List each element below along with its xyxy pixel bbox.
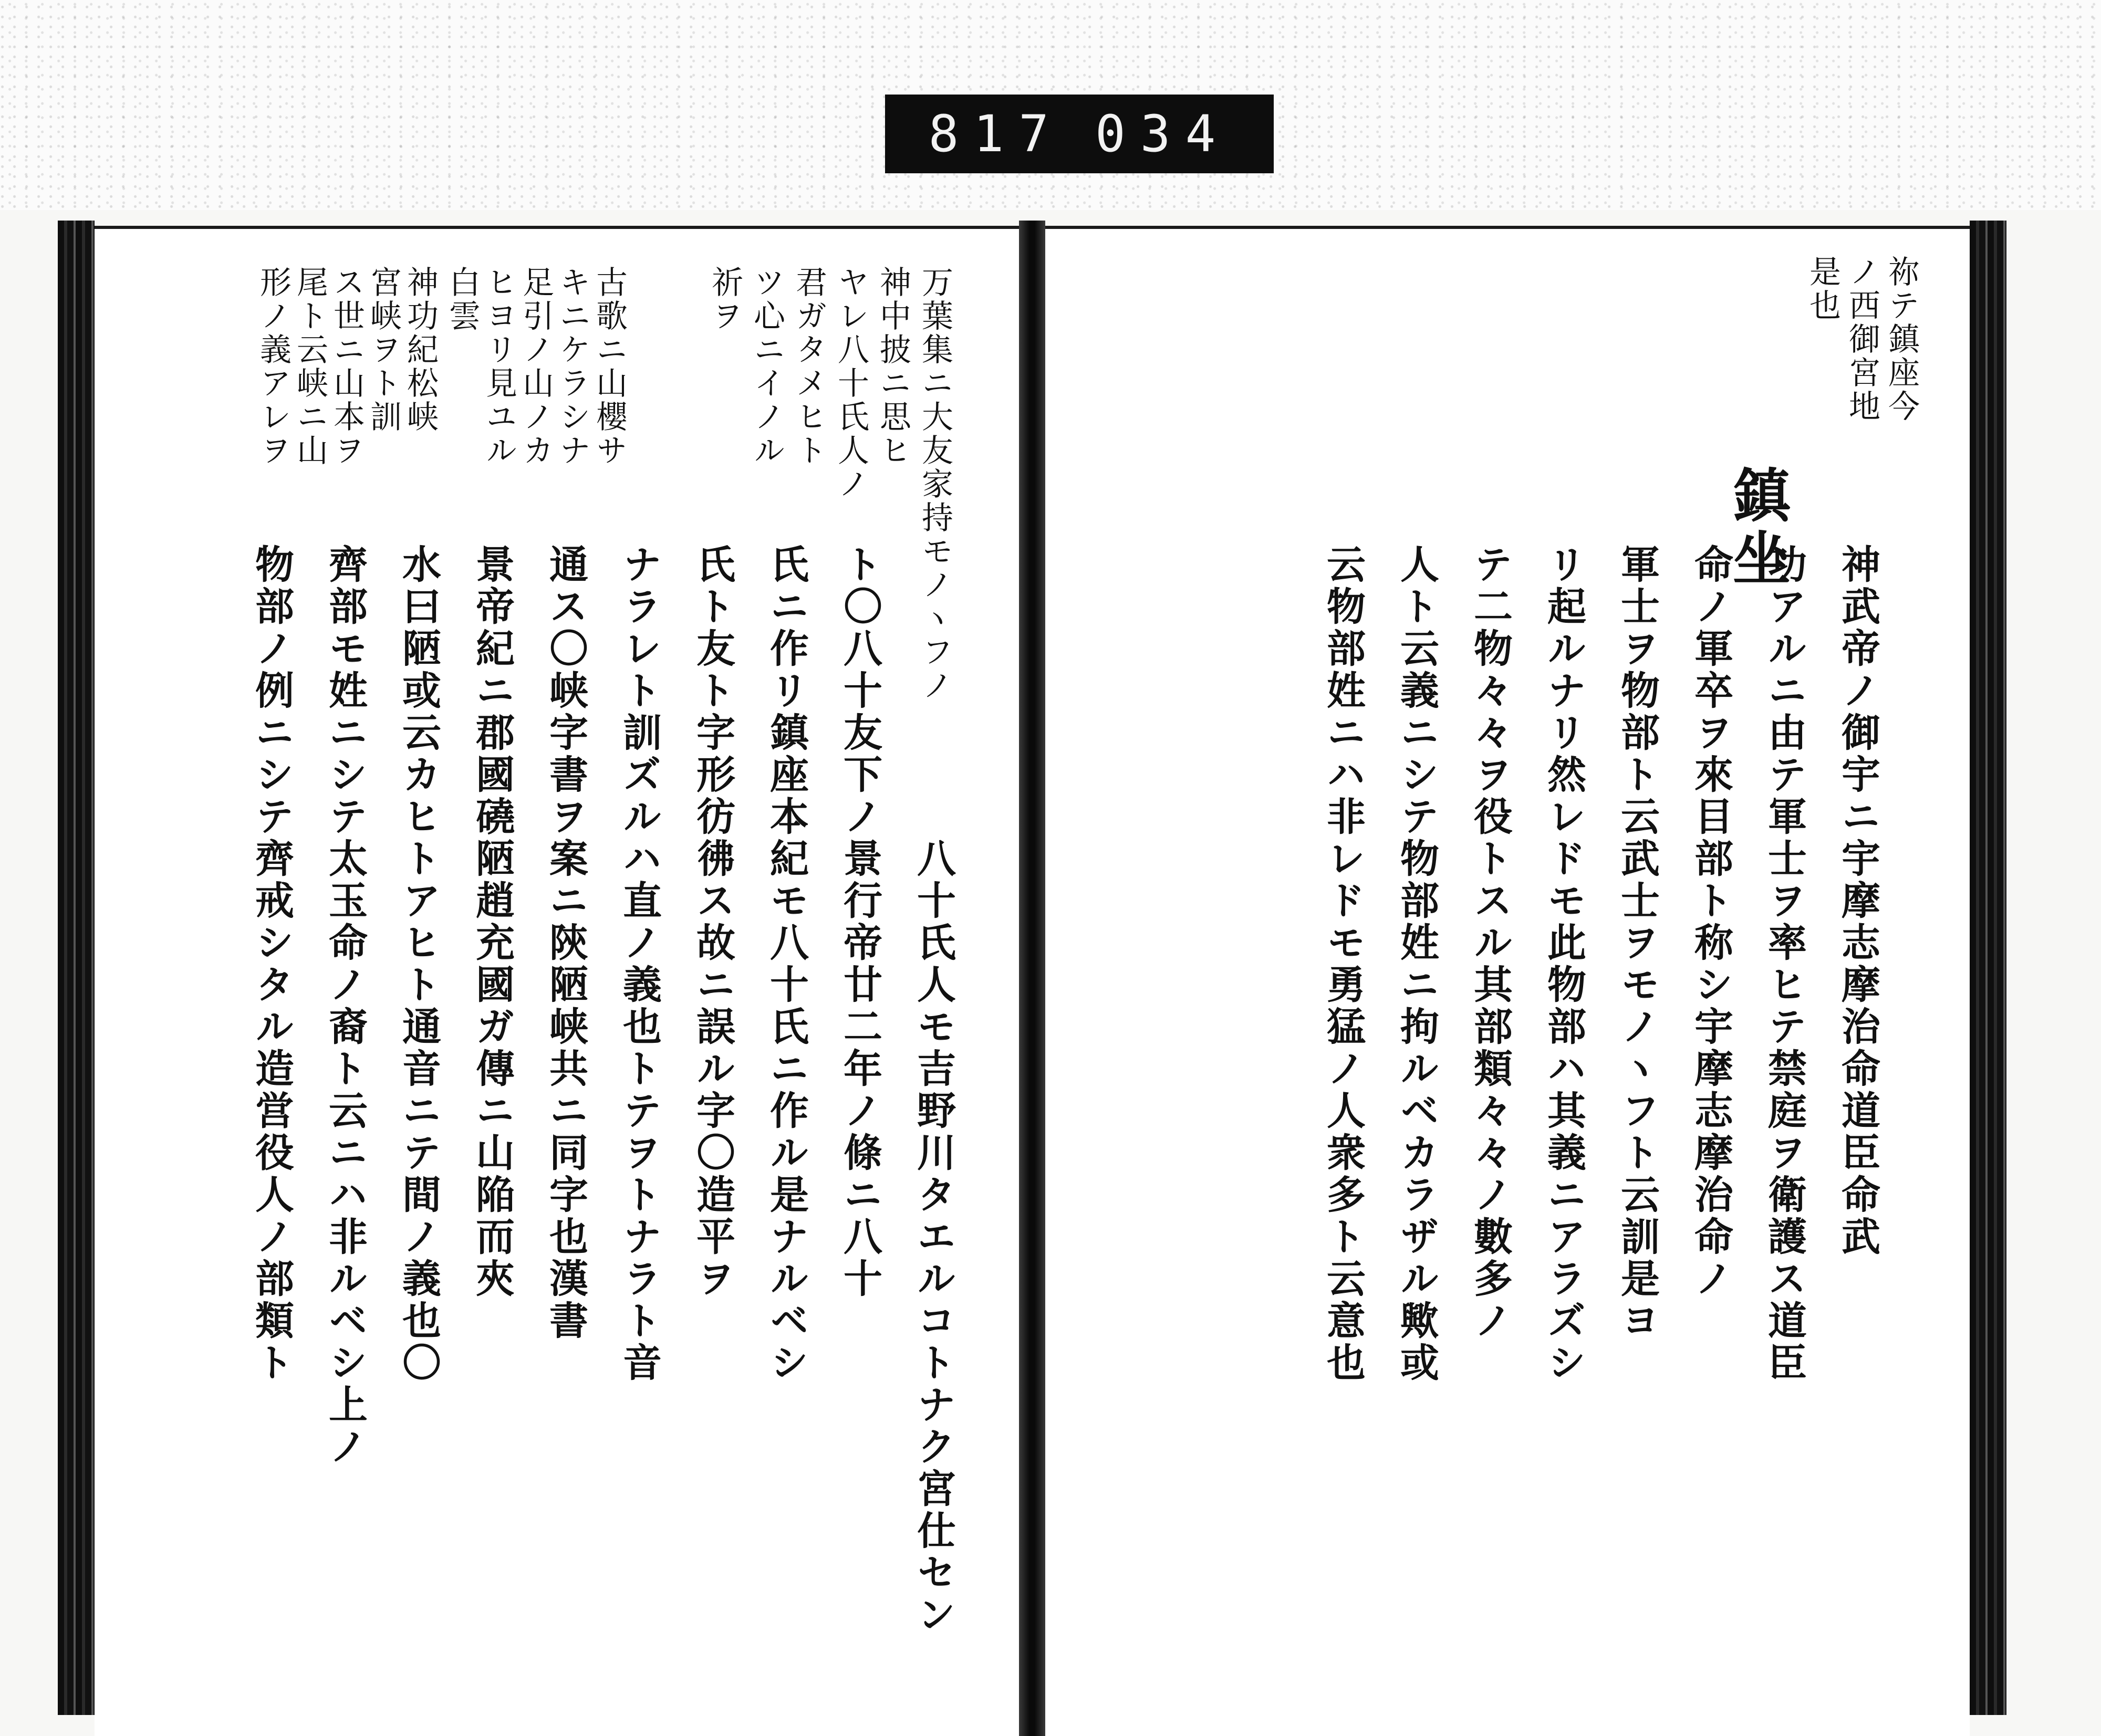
book-gutter	[1019, 221, 1045, 1736]
header-note-column: 是也	[1804, 255, 1841, 322]
note-column: キニケラシナ	[554, 266, 591, 467]
text-column: 景帝紀ニ郡國磽陋趙充國ガ傳ニ山陥而夾	[470, 544, 515, 1300]
note-column: ヒヨリ見ユル	[481, 266, 517, 467]
text-column: 水曰陋或云カヒトアヒト通音ニテ間ノ義也〇	[396, 544, 441, 1384]
left-page	[95, 226, 1019, 1736]
section-title: 鎮坐	[1723, 465, 1791, 591]
book-left-edge	[58, 221, 95, 1715]
text-column: ナラレト訓ズルハ直ノ義也トテヲトナラト音	[617, 544, 662, 1384]
text-column: 神武帝ノ御宇ニ宇摩志摩治命道臣命武	[1835, 544, 1880, 1258]
frame-number-label	[885, 95, 1274, 173]
note-column: 祈ヲ	[706, 266, 743, 333]
text-column: 氏ニ作リ鎮座本紀モ八十氏ニ作ル是ナルベシ	[764, 544, 809, 1384]
note-column: ス世ニ山本ヲ	[328, 266, 365, 467]
text-column: 人ト云義ニシテ物部姓ニ拘ルベカラザル歟或	[1394, 544, 1439, 1384]
note-column: 足引ノ山ノカ	[517, 266, 554, 467]
text-column: 八十氏人モ吉野川タエルコトナク宮仕セン	[911, 838, 956, 1636]
right-page	[1045, 226, 1970, 1736]
text-column: テ二物々々ヲ役トスル其部類々々ノ數多ノ	[1468, 544, 1513, 1342]
book	[58, 200, 2006, 1736]
note-column: 君ガタメヒト	[791, 266, 827, 467]
header-note-column: 祢テ鎮座今	[1883, 255, 1920, 423]
text-column: 齊部モ姓ニシテ太玉命ノ裔ト云ニハ非ルベシ上ノ	[323, 544, 368, 1468]
text-column: ト〇八十友下ノ景行帝廿二年ノ條ニ八十	[837, 544, 882, 1300]
note-column: 神功紀松峡	[402, 266, 439, 434]
text-column: 功アルニ由テ軍士ヲ率ヒテ禁庭ヲ衛護ス道臣	[1762, 544, 1807, 1384]
text-column: リ起ルナリ然レドモ此物部ハ其義ニアラズシ	[1541, 544, 1586, 1384]
note-column: 形ノ義アレヲ	[255, 266, 292, 467]
note-column: 白雲	[444, 266, 481, 333]
text-column: 命ノ軍卒ヲ來目部ト称シ宇摩志摩治命ノ	[1688, 544, 1733, 1300]
text-column: 軍士ヲ物部ト云武士ヲモノヽフト云訓是ヨ	[1615, 544, 1660, 1342]
note-column: ツ心ニイノル	[748, 266, 785, 467]
text-column: 云物部姓ニハ非レドモ勇猛ノ人衆多ト云意也	[1320, 544, 1366, 1384]
text-column: 物部ノ例ニシテ齊戒シタル造営役人ノ部類ト	[249, 544, 294, 1384]
frame-number-right: 034	[1095, 104, 1231, 163]
note-column: 神中披ニ思ヒ	[875, 266, 911, 467]
text-column: 氏ト友ト字形彷彿ス故ニ誤ル字〇造平ヲ	[690, 544, 735, 1300]
header-note-column: ノ西御宮地	[1844, 255, 1880, 423]
note-column: ヤレ八十氏人ノ	[833, 266, 869, 501]
note-column: 尾ト云峡ニ山	[292, 266, 328, 467]
note-column: 古歌ニ山櫻サ	[591, 266, 628, 467]
frame-number-left: 817	[928, 104, 1064, 163]
book-right-edge	[1970, 221, 2006, 1715]
note-column: 万葉集ニ大友家持モノヽフノ	[917, 266, 953, 703]
note-column: 宮峡ヲト訓	[365, 266, 402, 434]
text-column: 通ス〇峡字書ヲ案ニ陝陋峡共ニ同字也漢書	[543, 544, 588, 1342]
